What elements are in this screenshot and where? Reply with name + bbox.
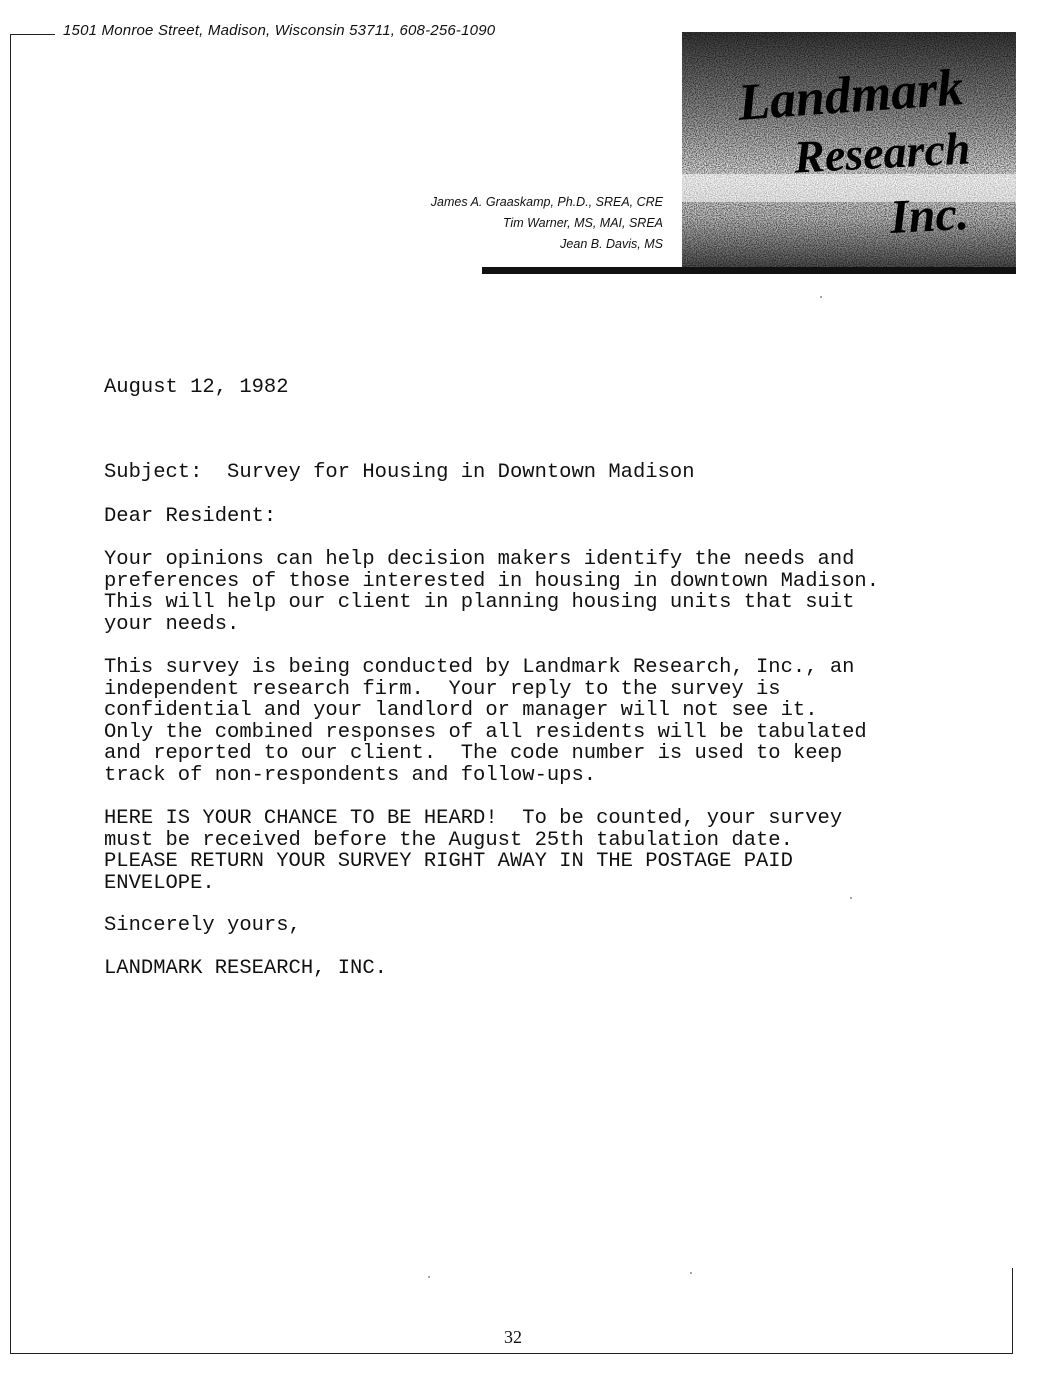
border-rule-left bbox=[10, 34, 11, 1354]
border-rule-right bbox=[1012, 1268, 1013, 1354]
letter-salutation: Dear Resident: bbox=[104, 505, 277, 528]
principal-name: Tim Warner, MS, MAI, SREA bbox=[502, 216, 663, 230]
scan-speck bbox=[428, 1276, 430, 1278]
scan-speck bbox=[820, 296, 822, 298]
logo-text-research: Research bbox=[792, 122, 972, 183]
logo-text-landmark: Landmark bbox=[736, 59, 966, 132]
border-rule-bottom bbox=[10, 1353, 1013, 1354]
scan-speck bbox=[850, 897, 852, 899]
letterhead-address: 1501 Monroe Street, Madison, Wisconsin 53711, 608-256-1090 bbox=[63, 22, 496, 39]
letter-paragraph: Your opinions can help decision makers identify the needs and preferences of those interested in housing in downtown Madison. This will help our client in planning housing units that suit your needs. bbox=[104, 548, 880, 636]
letter-closing: Sincerely yours, bbox=[104, 914, 301, 937]
letter-paragraph: This survey is being conducted by Landmark Research, Inc., an independent research firm. Your reply to the survey is confidential and your landlord or manager will not see it. Only the combined responses of all residents will be tabulated and reported to our client. The code number is used to keep track of non-respondents and follow-ups. bbox=[104, 656, 867, 787]
company-logo bbox=[682, 32, 1016, 270]
letterhead-underbar bbox=[482, 267, 1016, 274]
letter-signature-company: LANDMARK RESEARCH, INC. bbox=[104, 957, 387, 980]
scan-speck bbox=[690, 1272, 692, 1274]
letter-paragraph: HERE IS YOUR CHANCE TO BE HEARD! To be counted, your survey must be received before the August 25th tabulation date. PLEASE RETURN YOUR SURVEY RIGHT AWAY IN THE POSTAGE PAID ENVELOPE. bbox=[104, 807, 843, 895]
letter-subject: Subject: Survey for Housing in Downtown Madison bbox=[104, 461, 695, 484]
letter-date: August 12, 1982 bbox=[104, 376, 289, 399]
letterhead-principals bbox=[431, 192, 663, 255]
logo-text-inc: Inc. bbox=[888, 186, 971, 245]
principal-name: James A. Graaskamp, Ph.D., SREA, CRE bbox=[430, 195, 663, 209]
border-rule-top-left bbox=[10, 34, 55, 35]
page-number: 32 bbox=[504, 1327, 522, 1347]
principal-name: Jean B. Davis, MS bbox=[560, 237, 663, 251]
